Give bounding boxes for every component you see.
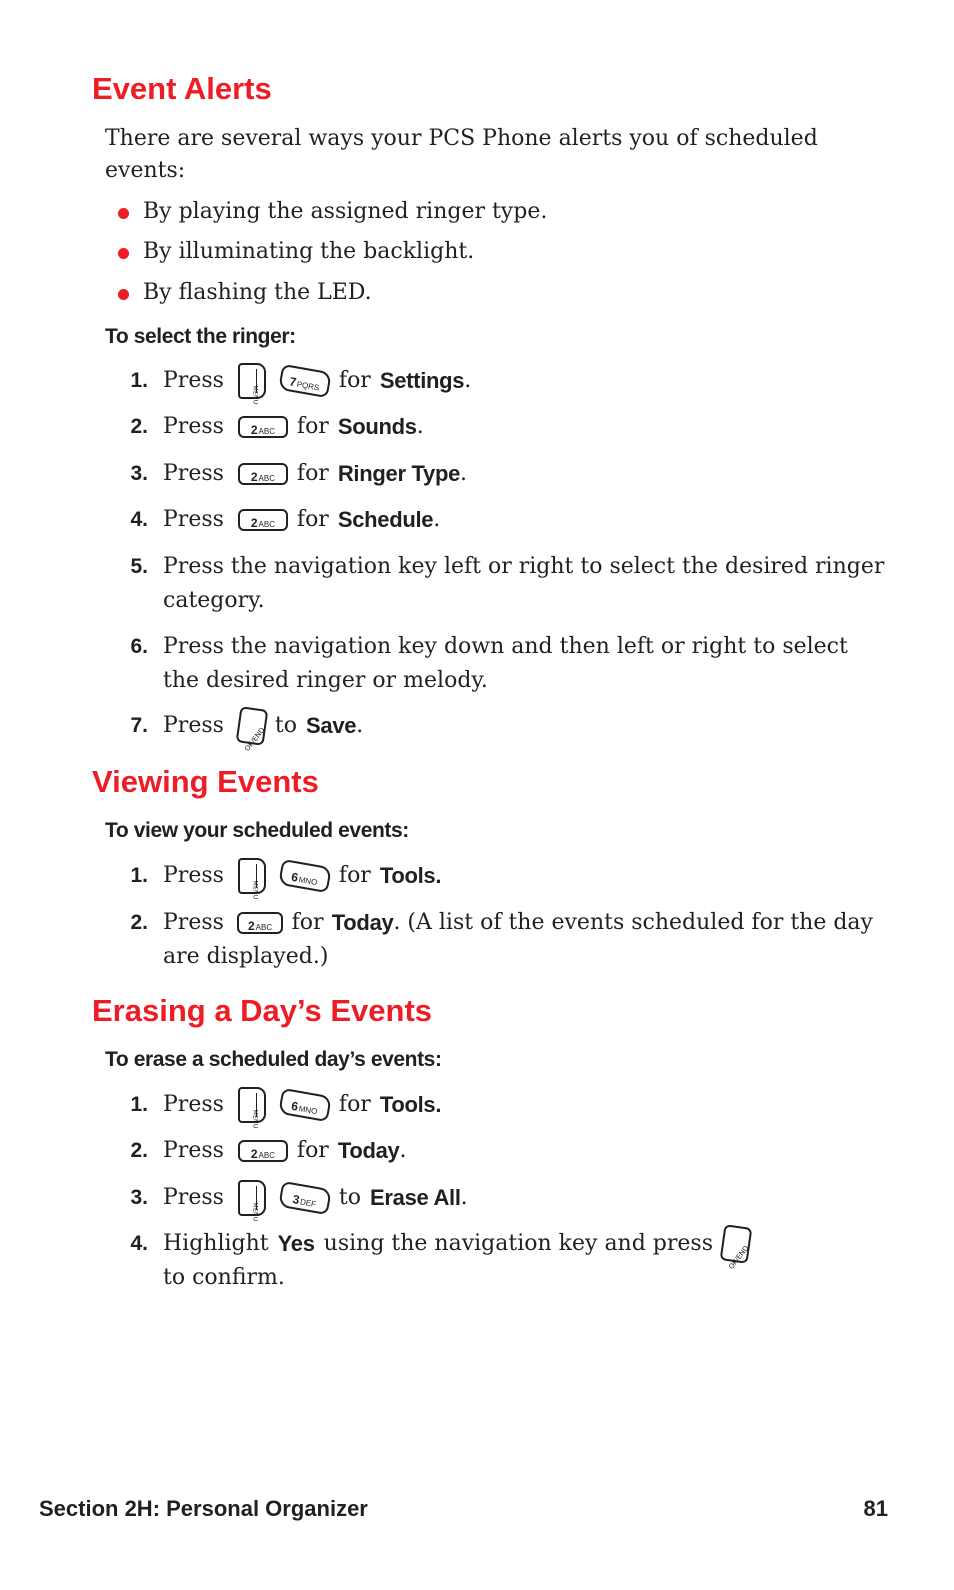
manual-page: Event Alerts There are several ways your PCS Phone alerts you of scheduled events: By playing the assigned ringer type. By illuminating the backlight. By flashing the LED. To select the ringer: 1. Press MENU 7PQRS for Settings . 2. Press 2ABC for Sounds . 3. Press 2ABC for Ringer Type . 4. Press 2ABC for Schedule . 5. Press the navigation key left or right to select the desired ringer category. 6. Press the navigation key down and then left or right to select the desired ringer or melody. 7. Press OK/END to Save . Viewing Events To view your scheduled events: 1. Press MENU 6MNO for Tools. 2. Press 2ABC for Today . (A list of the events scheduled for the day are displayed.) Erasing a Day’s Events To erase a scheduled day’s events: 1. Press MENU 6MNO for Tools. 2. Press 2ABC for Today . 3. Press MENU 3DEF to Erase All . 4. Highlight Yes using the navigation key and press OK/END to confirm. Section 2H: Personal Organizer 81 — [39, 71, 888, 1521]
press-word: Press — [163, 368, 224, 393]
ok-key-icon — [720, 1224, 753, 1271]
option-label: Yes — [277, 1231, 315, 1256]
intro-paragraph: There are several ways your PCS Phone alerts you of scheduled events: — [105, 126, 818, 183]
bullet-text: By illuminating the backlight. — [143, 239, 475, 264]
step-number: 2. — [130, 415, 148, 438]
press-word: Press — [163, 461, 224, 486]
menu-option-label: Today — [331, 910, 394, 935]
step-text-line: the desired ringer or melody. — [163, 668, 488, 693]
key-label: MENU — [251, 1109, 259, 1129]
section-title-viewing-events: Viewing Events — [92, 764, 319, 799]
step-number: 2. — [130, 1139, 148, 1162]
bullet-dot-icon — [118, 248, 129, 259]
press-word: Press — [163, 713, 224, 738]
key-2-icon: 2ABC — [238, 1140, 288, 1162]
menu-key-icon — [238, 1087, 266, 1129]
step-number: 1. — [130, 369, 148, 392]
subheading-erase-events: To erase a scheduled day’s events: — [105, 1048, 442, 1071]
for-word: for — [338, 368, 371, 393]
key-label: MENU — [251, 1202, 259, 1222]
for-word: for — [338, 1092, 371, 1117]
key-7-icon: 7PQRS — [278, 364, 332, 398]
subheading-view-events: To view your scheduled events: — [105, 819, 409, 842]
press-word: Press — [163, 910, 224, 935]
key-2-icon: 2ABC — [237, 912, 283, 934]
step-number: 1. — [130, 1093, 148, 1116]
menu-option-label: Ringer Type — [337, 461, 461, 486]
menu-option-label: Sounds — [337, 414, 417, 439]
step-number: 3. — [130, 1186, 148, 1209]
press-word: Press — [163, 1185, 224, 1210]
subheading-select-ringer: To select the ringer: — [105, 325, 296, 348]
for-word: for — [296, 461, 329, 486]
step-number: 3. — [130, 462, 148, 485]
bullet-dot-icon — [118, 208, 129, 219]
menu-option-label: Settings — [379, 368, 465, 393]
footer-section-label: Section 2H: Personal Organizer — [39, 1496, 368, 1521]
section-title-event-alerts: Event Alerts — [92, 71, 272, 106]
step-text-line: Press the navigation key left or right to select the desired ringer — [163, 554, 885, 579]
menu-option-label: Today — [337, 1138, 400, 1163]
step-text-line: to confirm. — [163, 1265, 285, 1290]
for-word: for — [338, 863, 371, 888]
menu-key-icon — [238, 363, 266, 405]
bullet-text: By playing the assigned ringer type. — [143, 199, 548, 224]
to-word: to — [338, 1185, 362, 1210]
press-word: Press — [163, 1138, 224, 1163]
key-6-icon: 6MNO — [278, 859, 332, 893]
press-word: Press — [163, 414, 224, 439]
menu-option-label: Save — [306, 713, 357, 738]
key-label: OK/END — [727, 1244, 751, 1271]
key-label: MENU — [251, 385, 259, 405]
section-title-erasing-events: Erasing a Day’s Events — [92, 993, 433, 1028]
key-3-icon: 3DEF — [278, 1181, 332, 1215]
key-2-icon: 2ABC — [238, 416, 288, 438]
step-text: using the navigation key and press — [323, 1231, 714, 1256]
menu-option-label: Tools. — [379, 863, 442, 888]
press-word: Press — [163, 507, 224, 532]
step-number: 4. — [130, 508, 148, 531]
ok-key-icon — [236, 706, 269, 753]
key-label: MENU — [251, 880, 259, 900]
step-text-line: are displayed.) — [163, 944, 329, 969]
for-word: for — [296, 507, 329, 532]
menu-option-label: Tools. — [379, 1092, 442, 1117]
to-word: to — [274, 713, 298, 738]
bullet-text: By flashing the LED. — [143, 280, 372, 305]
key-label: OK/END — [243, 726, 267, 753]
for-word: for — [296, 1138, 329, 1163]
bullet-dot-icon — [118, 289, 129, 300]
menu-key-icon — [238, 858, 266, 900]
key-6-icon: 6MNO — [278, 1088, 332, 1122]
menu-option-label: Erase All — [370, 1185, 461, 1210]
step-note: . (A list of the events scheduled for the day — [393, 910, 873, 935]
step-number: 6. — [130, 635, 148, 658]
footer-page-number: 81 — [863, 1496, 888, 1521]
highlight-word: Highlight — [163, 1231, 269, 1256]
step-number: 5. — [130, 555, 148, 578]
press-word: Press — [163, 1092, 224, 1117]
menu-option-label: Schedule — [337, 507, 434, 532]
menu-key-icon — [238, 1180, 266, 1222]
step-text-line: category. — [163, 588, 265, 613]
for-word: for — [296, 414, 329, 439]
step-number: 7. — [130, 714, 148, 737]
press-word: Press — [163, 863, 224, 888]
step-number: 4. — [130, 1232, 148, 1255]
step-number: 2. — [130, 911, 148, 934]
step-number: 1. — [130, 864, 148, 887]
for-word: for — [291, 910, 324, 935]
key-2-icon: 2ABC — [238, 509, 288, 531]
step-text-line: Press the navigation key down and then left or right to select — [163, 634, 848, 659]
key-2-icon: 2ABC — [238, 463, 288, 485]
